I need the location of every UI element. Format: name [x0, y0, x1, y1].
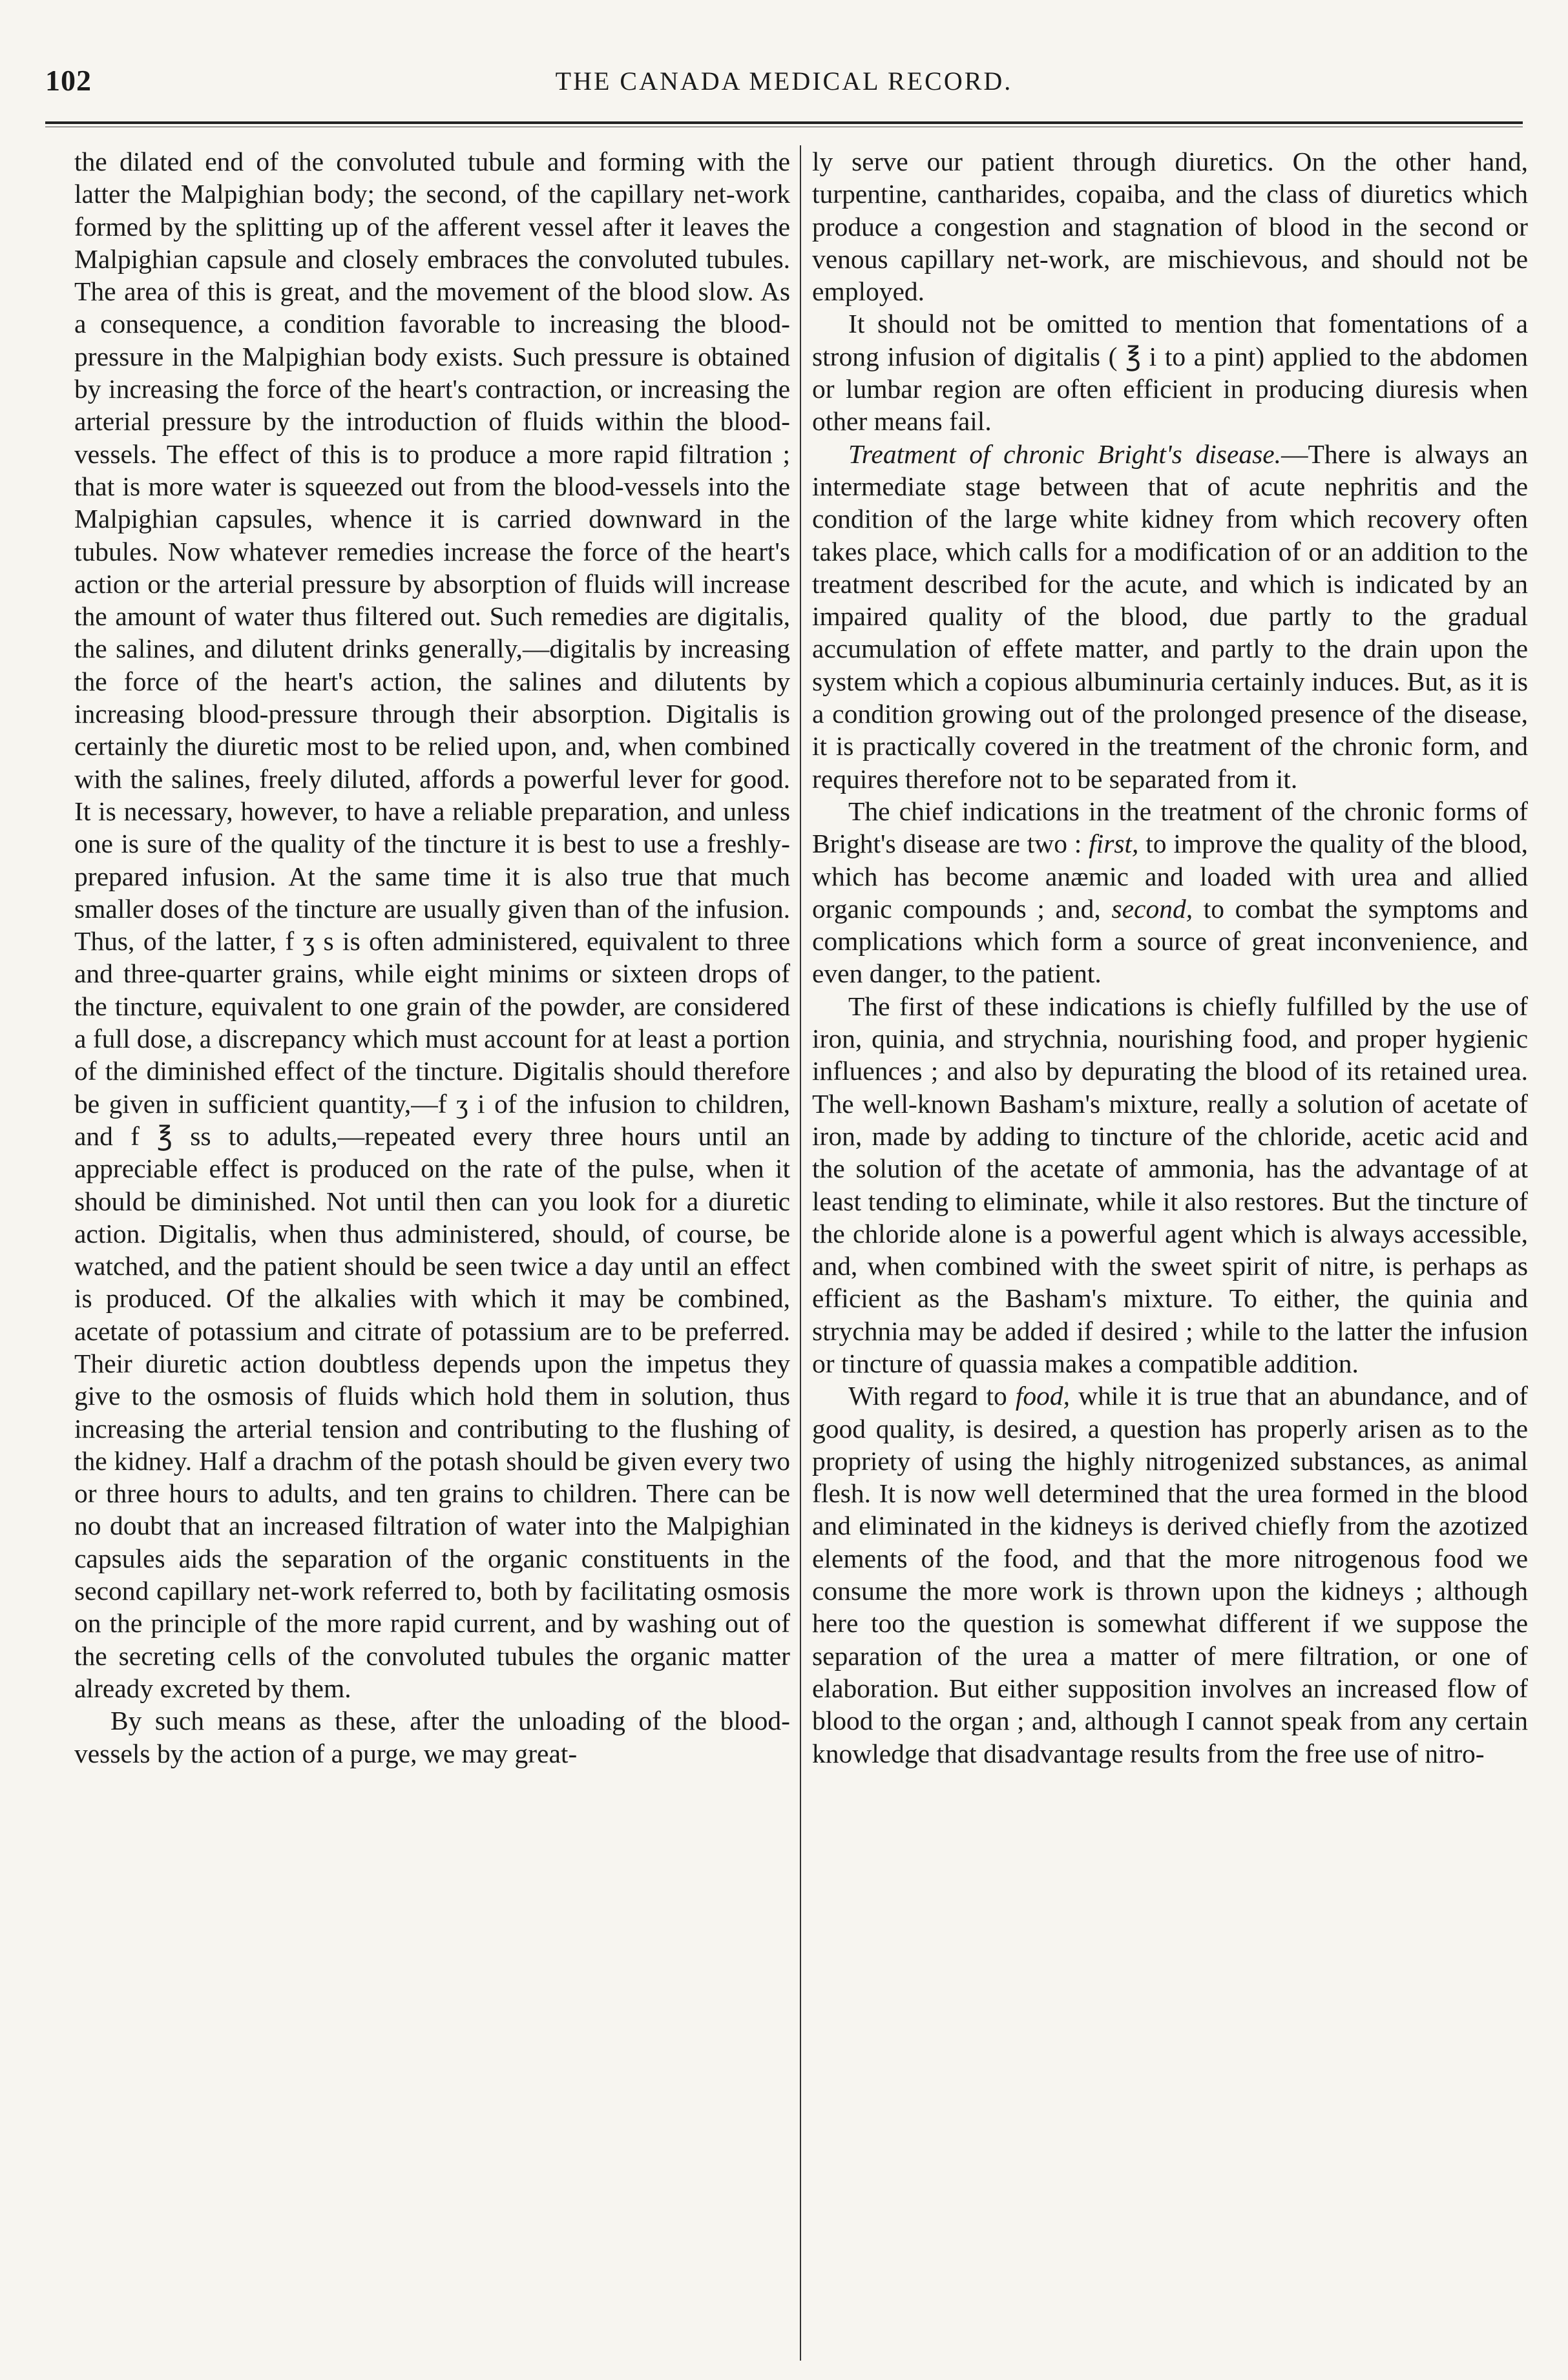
right-paragraph-3	[812, 438, 1528, 795]
page-number: 102	[45, 64, 92, 97]
left-paragraph-1: the dilated end of the convoluted tubule and forming with the latter the Malpighian body; the second, of the capillary net-work formed by the splitting up of the afferent vessel after it leaves the Malpighian capsule and closely embraces the convoluted tubules. The area of this is great, and the movement of the blood slow. As a consequence, a condition favorable to increasing the blood-pressure in the Malpighian body exists. Such pressure is obtained by increasing the force of the heart's contraction, or increasing the arterial pressure by the introduction of fluids within the blood-vessels. The effect of this is to produce a more rapid filtration ; that is more water is squeezed out from the blood-vessels into the Malpighian capsules, whence it is carried downward in the tubules. Now whatever remedies increase the force of the heart's action or the arterial pressure by absorption of fluids will increase the amount of water thus filtered out. Such remedies are digitalis, the salines, and dilutent drinks generally,—digitalis by increasing the force of the heart's action, the salines and dilutents by increasing blood-pressure through their absorption. Digitalis is certainly the diuretic most to be relied upon, and, when combined with the salines, freely diluted, affords a powerful lever for good. It is necessary, however, to have a reliable preparation, and unless one is sure of the quality of the tincture it is best to use a freshly-prepared infusion. At the same time it is also true that much smaller doses of the tincture are usually given than of the infusion. Thus, of the latter, f ʒ s is often administered, equivalent to three and three-quarter grains, while eight minims or sixteen drops of the tincture, equivalent to one grain of the powder, are considered a full dose, a discrepancy which must account for at least a portion of the diminished effect of the tincture. Digitalis should therefore be given in sufficient quantity,—f ʒ i of the infusion to children, and f ℥ ss to adults,—repeated every three hours until an appreciable effect is produced on the rate of the pulse, when it should be diminished. Not until then can you look for a diuretic action. Digitalis, when thus administered, should, of course, be watched, and the patient should be seen twice a day until an effect is produced. Of the alkalies with which it may be combined, acetate of potassium and citrate of potassium are to be preferred. Their diuretic action doubtless depends upon the impetus they give to the osmosis of fluids which hold them in solution, thus increasing the arterial tension and contributing to the flushing of the kidney. Half a drachm of the potash should be given every two or three hours to adults, and ten grains to children. There can be no doubt that an increased filtration of water into the Malpighian capsules aids the separation of the organic constituents in the second capillary net-work referred to, both by facilitating osmosis on the principle of the more rapid current, and by washing out of the secreting cells of the convoluted tubules the organic matter already excreted by them.	[74, 147, 790, 1703]
emphasis-first: first,	[1089, 829, 1139, 859]
column-divider	[800, 145, 801, 2361]
emphasis-food: food,	[1015, 1381, 1071, 1411]
header-rule	[45, 121, 1523, 124]
right-paragraph-4-part-a: The chief indications in the treatment of the chronic forms of Bright's disease are two :	[812, 796, 1528, 859]
right-paragraph-6-part-a: With regard to	[848, 1381, 1016, 1411]
left-paragraph-2: By such means as these, after the unloading of the blood-vessels by the action of a purge, we may great-	[74, 1706, 790, 1768]
right-paragraph-4	[812, 795, 1528, 990]
right-paragraph-4-part-b: to improve the quality of the blood, which has become anæmic and loaded with urea and allied organic compounds ; and,	[812, 829, 1528, 924]
page-header	[45, 63, 1523, 109]
running-head: THE CANADA MEDICAL RECORD.	[555, 67, 1013, 96]
right-column	[812, 145, 1528, 1770]
right-paragraph-3-text: —There is always an intermediate stage between that of acute nephritis and the condition of the large white kidney from which recovery often takes place, which calls for a modification of or an addition to the treatment described for the acute, and which is indicated by an impaired quality of the blood, due partly to the gradual accumulation of effete matter, and partly to the drain upon the system which a copious albuminuria certainly induces. But, as it is a condition growing out of the prolonged presence of the disease, it is practically covered in the treatment of the chronic form, and requires therefore not to be separated from it.	[812, 439, 1528, 794]
emphasis-second: second,	[1111, 893, 1193, 924]
section-lead-in: Treatment of chronic Bright's disease.	[848, 439, 1282, 469]
right-paragraph-4-part-c: to combat the symptoms and complications which form a source of great inconvenience, and even danger, to the patient.	[812, 893, 1528, 989]
right-paragraph-1: ly serve our patient through diuretics. On the other hand, turpentine, cantharides, copaiba, and the class of diuretics which produce a congestion and stagnation of blood in the second or venous capillary net-work, are mischievous, and should not be employed.	[812, 147, 1528, 307]
right-paragraph-6-part-b: while it is true that an abundance, and of good quality, is desired, a question has properly arisen as to the propriety of using the highly nitrogenized substances, as animal flesh. It is now well determined that the urea formed in the blood and eliminated in the kidneys is derived chiefly from the azotized elements of the food, and that the more nitrogenous food we consume the more work is thrown upon the kidneys ; although here too the question is somewhat different if we suppose the separation of the urea a matter of mere filtration, or one of elaboration. But either supposition involves an increased flow of blood to the organ ; and, although I cannot speak from any certain knowledge that disadvantage results from the free use of nitro-	[812, 1381, 1528, 1768]
right-paragraph-5: The first of these indications is chiefly fulfilled by the use of iron, quinia, and strychnia, nourishing food, and proper hygienic influences ; and also by depurating the blood of its retained urea. The well-known Basham's mixture, really a solution of acetate of iron, made by adding to tincture of the chloride, acetic acid and the solution of the acetate of ammonia, has the advantage of at least tending to eliminate, while it also restores. But the tincture of the chloride alone is a powerful agent which is always accessible, and, when combined with the sweet spirit of nitre, is perhaps as efficient as the Basham's mixture. To either, the quinia and strychnia may be added if desired ; while to the latter the infusion or tincture of quassia makes a compatible addition.	[812, 991, 1528, 1378]
left-column	[74, 145, 790, 1770]
right-paragraph-2: It should not be omitted to mention that fomentations of a strong infusion of digitalis ( ℥ i to a pint) applied to the abdomen or lumbar region are often efficient in producing diuresis when other means fail.	[812, 309, 1528, 437]
right-paragraph-6	[812, 1380, 1528, 1770]
